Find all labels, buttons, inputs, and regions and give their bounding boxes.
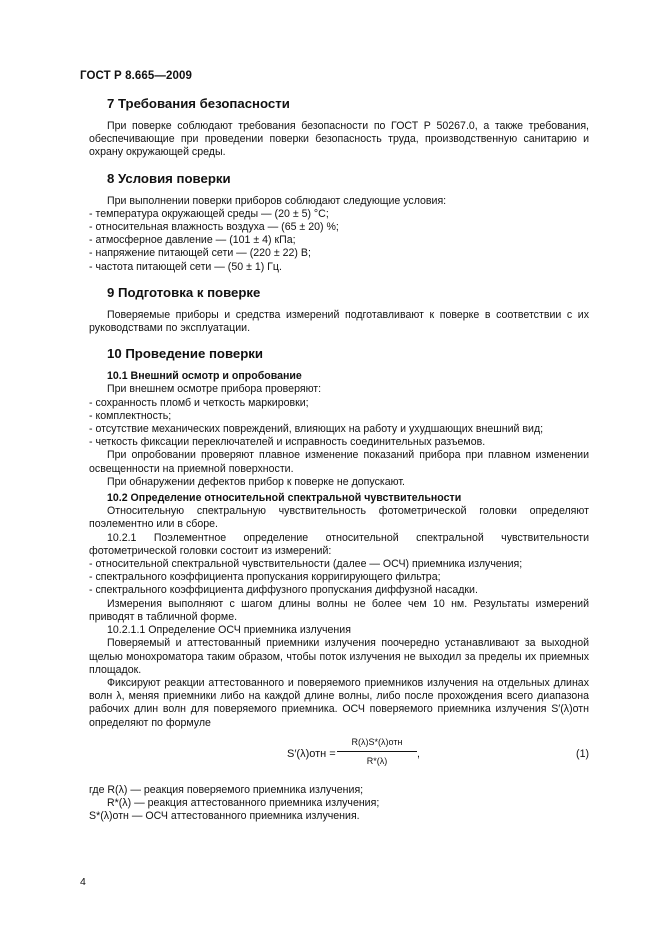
section-9 xyxy=(89,285,589,335)
subsection-10-1-title: 10.1 Внешний осмотр и опробование xyxy=(107,370,302,383)
paragraph: При опробовании проверяют плавное изменение показаний прибора при плавном изменении освещенности на приемной поверхности. xyxy=(89,449,589,475)
formula-comma: , xyxy=(417,747,420,760)
list-item: - напряжение питающей сети — (220 ± 22) В; xyxy=(89,247,589,260)
formula-number: (1) xyxy=(576,747,589,760)
legend-line: где R(λ) — реакция поверяемого приемника излучения; xyxy=(89,783,364,796)
document-header: ГОСТ Р 8.665—2009 xyxy=(80,70,192,82)
list-item: - комплектность; xyxy=(89,410,589,423)
section-7-heading: 7 Требования безопасности xyxy=(107,96,290,111)
formula-denominator: R*(λ) xyxy=(366,755,388,766)
formula-numerator: R(λ)S*(λ)отн xyxy=(337,736,417,752)
section-9-text: Поверяемые приборы и средства измерений подготавливают к поверке в соответствии с их руководствами по эксплуатации. xyxy=(89,308,589,335)
paragraph: 10.2.1 Поэлементное определение относительной спектральной чувствительности фотометрической головки состоит из измерений: xyxy=(89,531,589,557)
section-7 xyxy=(89,96,589,160)
section-8-intro: При выполнении поверки приборов соблюдают следующие условия: xyxy=(107,194,447,207)
paragraph: Поверяемый и аттестованный приемники излучения поочередно устанавливают за выходной щелью монохроматора таким образом, чтобы поток излучения не выходил за пределы их приемных площадок. xyxy=(89,637,589,676)
formula-fraction xyxy=(337,736,417,768)
list-item: - сохранность пломб и четкость маркировки; xyxy=(89,397,589,410)
legend-line: R*(λ) — реакция аттестованного приемника излучения; xyxy=(107,796,380,809)
section-10 xyxy=(89,346,589,823)
paragraph: Измерения выполняют с шагом длины волны не более чем 10 нм. Результаты измерений приводят в табличной форме. xyxy=(89,597,589,623)
legend-line: S*(λ)отн — ОСЧ аттестованного приемника излучения. xyxy=(89,810,360,823)
list-item: - относительная влажность воздуха — (65 ± 20) %; xyxy=(89,221,589,234)
document-body xyxy=(89,96,589,823)
list-item: - четкость фиксации переключателей и исправность соединительных разъемов. xyxy=(89,436,589,449)
paragraph: 10.2.1.1 Определение ОСЧ приемника излучения xyxy=(107,624,351,637)
list-item: - относительной спектральной чувствительности (далее — ОСЧ) приемника излучения; xyxy=(89,558,589,571)
page-number: 4 xyxy=(80,876,86,888)
formula-lhs: S′(λ)отн = xyxy=(287,747,336,760)
list-item: - спектрального коэффициента пропускания корригирующего фильтра; xyxy=(89,571,589,584)
section-8 xyxy=(89,171,589,274)
list-item: - отсутствие механических повреждений, влияющих на работу и ухудшающих внешний вид; xyxy=(89,423,589,436)
subsection-10-2-title: 10.2 Определение относительной спектральной чувствительности xyxy=(107,492,462,505)
subsection-10-1-intro: При внешнем осмотре прибора проверяют: xyxy=(107,383,322,396)
section-10-heading: 10 Проведение поверки xyxy=(107,346,264,362)
paragraph: Фиксируют реакции аттестованного и поверяемого приемников излучения на отдельных длинах волн λ, меняя приемники либо на каждой длине волны, либо после прохождения всего диапазона рабочих длин волн для поверяемого приемника. ОСЧ поверяемого приемника излучения S′(λ)отн определяют по формуле xyxy=(89,676,589,729)
list-item: - температура окружающей среды — (20 ± 5) °С; xyxy=(89,208,589,221)
paragraph: Относительную спектральную чувствительность фотометрической головки определяют поэлементно или в сборе. xyxy=(89,505,589,531)
section-7-text: При поверке соблюдают требования безопасности по ГОСТ Р 50267.0, а также требования, обеспечивающие при проведении поверки безопасность труда, производственную санитарию и охрану окружающей среды. xyxy=(89,120,589,159)
list-item: - спектрального коэффициента диффузного пропускания диффузной насадки. xyxy=(89,584,589,597)
list-item: - атмосферное давление — (101 ± 4) кПа; xyxy=(89,234,589,247)
formula-legend xyxy=(89,784,589,824)
section-8-heading: 8 Условия поверки xyxy=(107,170,231,186)
section-9-heading: 9 Подготовка к поверке xyxy=(107,284,261,300)
list-item: - частота питающей сети — (50 ± 1) Гц. xyxy=(89,261,589,274)
paragraph: При обнаружении дефектов прибор к поверке не допускают. xyxy=(107,475,405,488)
formula-1 xyxy=(89,736,589,780)
